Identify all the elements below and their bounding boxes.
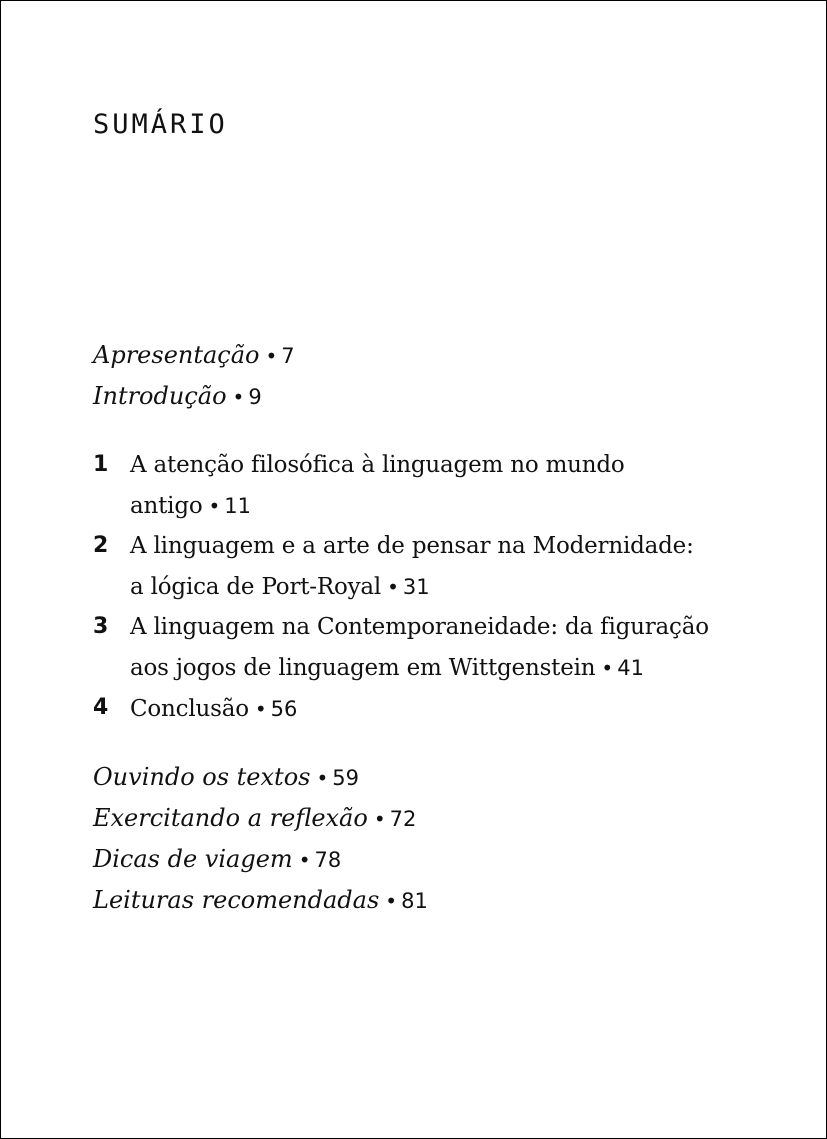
- chapter-title-line: A linguagem na Contemporaneidade: da figuração: [130, 614, 709, 640]
- chapter-number: 3: [93, 614, 109, 639]
- page-number: 56: [270, 697, 298, 721]
- toc-entry-travel-tips: [93, 839, 783, 880]
- chapter-title-line-end: [130, 485, 783, 526]
- chapter-title-line-end: [130, 688, 783, 729]
- bullet-separator: •: [373, 807, 386, 831]
- page-number: 78: [314, 848, 342, 872]
- page-number: 7: [281, 344, 295, 368]
- table-of-contents: [93, 335, 783, 921]
- toc-entry-recommended-readings: [93, 880, 783, 921]
- toc-entry-exercising-reflection: [93, 798, 783, 839]
- toc-entry-label: Introdução: [93, 382, 227, 410]
- toc-entry-label: Dicas de viagem: [93, 845, 293, 873]
- chapter-title-line: Conclusão: [130, 696, 249, 722]
- bullet-separator: •: [385, 889, 398, 913]
- bullet-separator: •: [298, 848, 311, 872]
- toc-entry-label: Leituras recomendadas: [93, 886, 380, 914]
- toc-entry-presentation: [93, 335, 783, 376]
- bullet-separator: •: [254, 697, 267, 721]
- chapter-number: 1: [93, 452, 109, 477]
- bullet-separator: •: [232, 385, 245, 409]
- chapter-number: 2: [93, 533, 109, 558]
- chapter-title-line: aos jogos de linguagem em Wittgenstein: [130, 655, 596, 681]
- bullet-separator: •: [265, 344, 278, 368]
- toc-entry-label: Exercitando a reflexão: [93, 804, 368, 832]
- bullet-separator: •: [387, 575, 399, 599]
- page-number: 41: [617, 656, 644, 680]
- page-number: 72: [389, 807, 417, 831]
- page-number: 31: [402, 575, 430, 599]
- chapter-title-line: A linguagem e a arte de pensar na Modernidade:: [130, 533, 694, 559]
- page-title: SUMÁRIO: [93, 109, 228, 140]
- chapter-title-line: a lógica de Port-Royal: [130, 574, 382, 600]
- chapter-number: 4: [93, 695, 109, 720]
- toc-entry-label: Ouvindo os textos: [93, 763, 311, 791]
- bullet-separator: •: [601, 656, 614, 680]
- toc-entry-label: Apresentação: [93, 341, 260, 369]
- front-matter-list: [93, 335, 783, 417]
- bullet-separator: •: [316, 766, 329, 790]
- page-number: 11: [224, 494, 252, 518]
- chapter-title-line: A atenção filosófica à linguagem no mundo: [130, 452, 625, 478]
- page-number: 59: [332, 766, 359, 790]
- chapter-title-line-end: [130, 647, 783, 688]
- page-number: 9: [248, 385, 262, 409]
- chapter-list: [93, 445, 783, 729]
- chapter-title-line-end: [130, 566, 783, 607]
- page-number: 81: [401, 889, 428, 913]
- toc-entry-introduction: [93, 376, 783, 417]
- chapter-title-line: antigo: [130, 493, 203, 519]
- toc-chapter-4: [93, 688, 783, 729]
- toc-chapter-1: [93, 445, 783, 526]
- toc-chapter-3: [93, 607, 783, 688]
- toc-chapter-2: [93, 526, 783, 607]
- bullet-separator: •: [208, 494, 221, 518]
- back-matter-list: [93, 757, 783, 921]
- toc-entry-listening-texts: [93, 757, 783, 798]
